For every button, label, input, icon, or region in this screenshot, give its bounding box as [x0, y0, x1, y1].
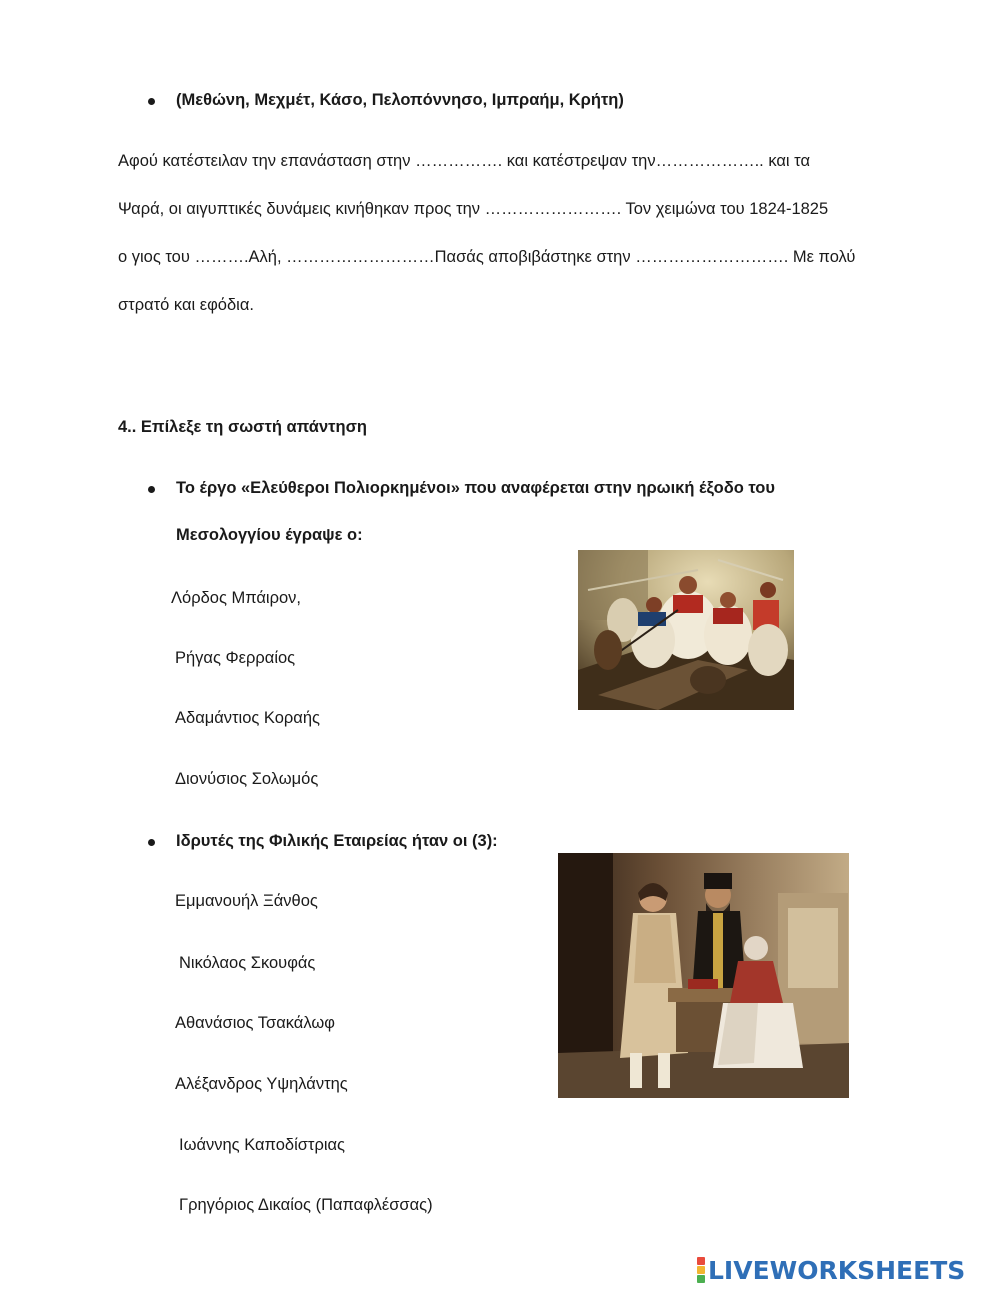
question1-line1: Το έργο «Ελεύθεροι Πολιορκημένοι» που αναφέρεται στην ηρωική έξοδο του [176, 479, 775, 497]
paragraph-line-3: ο γιος του ……….Αλή, ………………………Πασάς αποβιβάστηκε στην ………………………. Με πολύ [118, 248, 856, 266]
q1-option-rigas[interactable]: Ρήγας Φερραίος [175, 649, 296, 667]
q2-option-xanthos[interactable]: Εμμανουήλ Ξάνθος [175, 892, 318, 910]
q2-option-papaflessas[interactable]: Γρηγόριος Δικαίος (Παπαφλέσσας) [179, 1196, 433, 1214]
section-heading: 4.. Επίλεξε τη σωστή απάντηση [118, 418, 367, 436]
paragraph-line-2: Ψαρά, οι αιγυπτικές δυνάμεις κινήθηκαν προς την ……………………. Τον χειμώνα του 1824-1825 [118, 200, 829, 218]
logo-text: LIVEWORKSHEETS [708, 1255, 966, 1285]
paragraph-line-4: στρατό και εφόδια. [118, 296, 254, 314]
logo-blocks-icon [697, 1257, 705, 1283]
liveworksheets-logo [697, 1257, 965, 1283]
battle-painting-image [578, 550, 794, 710]
question1-line2: Μεσολογγίου έγραψε ο: [176, 526, 363, 544]
battle-painting [578, 550, 794, 710]
q2-option-ypsilantis[interactable]: Αλέξανδρος Υψηλάντης [175, 1075, 348, 1093]
oath-painting-image [558, 853, 849, 1098]
bullet-dot [148, 486, 155, 493]
bullet-dot [148, 839, 155, 846]
q1-option-korais[interactable]: Αδαμάντιος Κοραής [175, 709, 320, 727]
q1-option-byron[interactable]: Λόρδος Μπάιρον, [171, 589, 301, 607]
q2-option-kapodistrias[interactable]: Ιωάννης Καποδίστριας [179, 1136, 345, 1154]
question2-line1: Ιδρυτές της Φιλικής Εταιρείας ήταν οι (3): [176, 832, 498, 850]
q2-option-skoufas[interactable]: Νικόλαος Σκουφάς [179, 954, 316, 972]
q1-option-solomos[interactable]: Διονύσιος Σολωμός [175, 770, 319, 788]
oath-painting [558, 853, 849, 1098]
bullet-dot [148, 98, 155, 105]
paragraph-line-1: Αφού κατέστειλαν την επανάσταση στην ……………. και κατέστρεψαν την……………….. και τα [118, 152, 810, 170]
q2-option-tsakalof[interactable]: Αθανάσιος Τσακάλωφ [175, 1014, 335, 1032]
word-bank: (Μεθώνη, Μεχμέτ, Κάσο, Πελοπόννησο, Ιμπραήμ, Κρήτη) [176, 91, 624, 109]
